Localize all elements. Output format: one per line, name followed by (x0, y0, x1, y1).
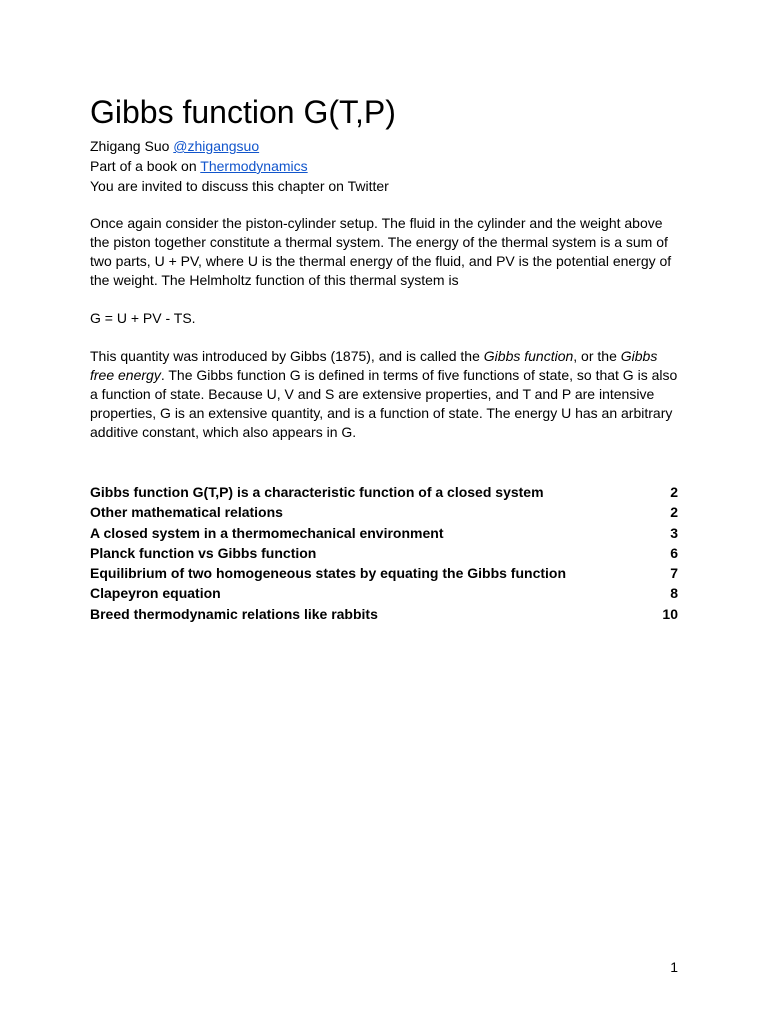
paragraph-text: . The Gibbs function G is defined in terms of five functions of state, so that G is also a function of state. Because U, V and S are extensive properties, and T and P are intensive properties, G is an extensive quantity, and is a function of state. The energy U has an arbitrary additive constant, which also appears in G. (90, 367, 678, 440)
toc-entry-title: Gibbs function G(T,P) is a characteristic function of a closed system (90, 484, 544, 500)
paragraph-intro: Once again consider the piston-cylinder setup. The fluid in the cylinder and the weight above the piston together constitute a thermal system. The energy of the thermal system is a sum of two parts, U + PV, where U is the thermal energy of the fluid, and PV is the potential energy of the weight. The Helmholtz function of this thermal system is (90, 215, 672, 288)
toc-entry-title: A closed system in a thermomechanical environment (90, 524, 444, 541)
toc-entry-title: Planck function vs Gibbs function (90, 544, 317, 561)
toc-entry-page: 6 (670, 544, 678, 561)
toc-entry-page: 2 (670, 504, 678, 521)
paragraph-text: , or the (573, 348, 621, 364)
emphasis-term: Gibbs free energy (90, 348, 658, 383)
toc-entry[interactable] (90, 543, 678, 563)
paragraph-text: This quantity was introduced by Gibbs (1875), and is called the (90, 348, 484, 364)
toc-entry-page: 10 (662, 605, 678, 622)
toc-entry-page: 8 (670, 585, 678, 602)
discussion-note: You are invited to discuss this chapter on Twitter (90, 178, 389, 194)
toc-entry[interactable] (90, 583, 678, 603)
document-title: Gibbs function G(T,P) (90, 94, 396, 130)
author-line (90, 136, 678, 156)
book-link[interactable]: Thermodynamics (200, 158, 308, 174)
toc-entry[interactable] (90, 563, 678, 583)
author-name: Zhigang Suo (90, 138, 170, 154)
toc-entry-title: Other mathematical relations (90, 504, 283, 521)
toc-entry-page: 3 (670, 524, 678, 541)
toc-entry-title: Clapeyron equation (90, 585, 221, 602)
toc-entry[interactable] (90, 523, 678, 543)
equation-line: G = U + PV - TS. (90, 310, 196, 326)
toc-entry-page: 7 (670, 565, 678, 582)
table-of-contents (90, 482, 678, 624)
emphasis-term: Gibbs function (483, 348, 574, 364)
author-handle-link[interactable]: @zhigangsuo (173, 138, 260, 154)
toc-entry[interactable] (90, 482, 678, 502)
toc-entry-title: Breed thermodynamic relations like rabbits (90, 605, 378, 622)
paragraph-definition (90, 347, 678, 442)
page-number: 1 (670, 959, 678, 975)
document-meta (90, 136, 678, 196)
book-prefix: Part of a book on (90, 158, 197, 174)
toc-entry[interactable] (90, 502, 678, 522)
toc-entry[interactable] (90, 604, 678, 624)
book-line (90, 156, 678, 176)
document-body (90, 214, 678, 461)
toc-entry-title: Equilibrium of two homogeneous states by equating the Gibbs function (90, 565, 567, 582)
toc-entry-page: 2 (670, 484, 678, 500)
